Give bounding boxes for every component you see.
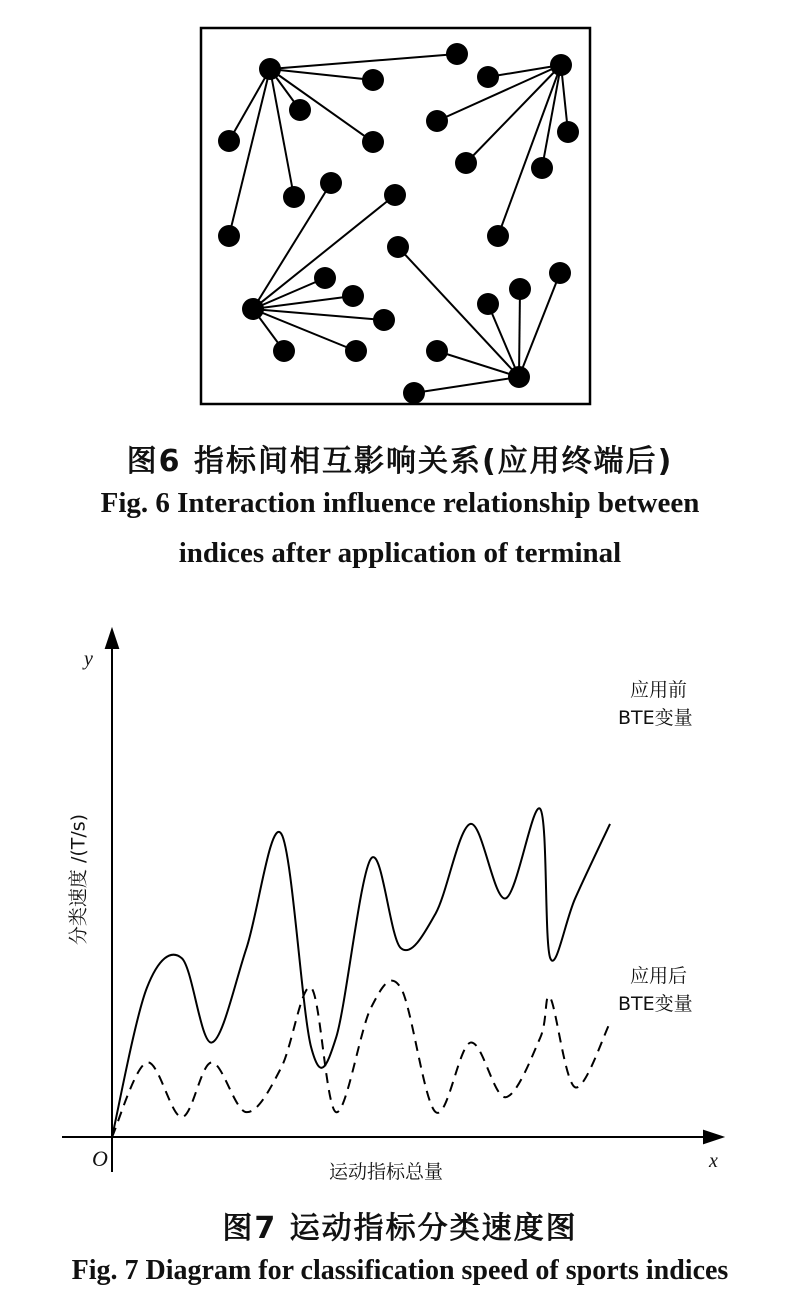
y-axis-letter: y (84, 648, 93, 670)
node (509, 278, 531, 300)
hub-node (550, 54, 572, 76)
node (477, 293, 499, 315)
node (218, 130, 240, 152)
node (549, 262, 571, 284)
series-after-label-line2: BTE变量 (618, 993, 693, 1015)
series-before-label-line2: BTE变量 (618, 707, 693, 729)
edge (270, 54, 457, 69)
node (314, 267, 336, 289)
hub-node (259, 58, 281, 80)
hub-node (242, 298, 264, 320)
edge (253, 309, 384, 320)
node (557, 121, 579, 143)
edge (270, 69, 294, 197)
node (426, 110, 448, 132)
node (446, 43, 468, 65)
node (487, 225, 509, 247)
node (426, 340, 448, 362)
x-axis-arrow (704, 1131, 722, 1143)
node (320, 172, 342, 194)
figure6-caption-cn: 图6 指标间相互影响关系(应用终端后) (126, 444, 674, 479)
edge (270, 69, 373, 142)
node (362, 131, 384, 153)
node (387, 236, 409, 258)
node (342, 285, 364, 307)
edge (488, 304, 519, 377)
edge (414, 377, 519, 393)
y-axis-arrow (106, 630, 118, 648)
network-diagram (201, 28, 590, 404)
origin-label: O (92, 1146, 108, 1171)
node (403, 382, 425, 404)
figure7-caption-cn: 图7 运动指标分类速度图 (222, 1211, 578, 1246)
chart-series (112, 808, 610, 1137)
nodes (218, 43, 579, 404)
y-axis-label: 分类速度 /(T/s) (67, 813, 90, 946)
series-after-label-line1: 应用后 (630, 965, 688, 987)
node (289, 99, 311, 121)
edge (498, 65, 561, 236)
x-axis-letter: x (709, 1150, 718, 1172)
edge (229, 69, 270, 141)
node (345, 340, 367, 362)
figure7-caption-en: Fig. 7 Diagram for classification speed of sports indices (71, 1255, 729, 1286)
x-axis-label: 运动指标总量 (329, 1161, 444, 1183)
node (218, 225, 240, 247)
edge (229, 69, 270, 236)
node (273, 340, 295, 362)
node (283, 186, 305, 208)
edge (270, 69, 373, 80)
node (373, 309, 395, 331)
figure6-caption-en-line2: indices after application of terminal (178, 537, 622, 569)
edge (519, 289, 520, 377)
series-line-after (112, 981, 610, 1137)
series-before-label-line1: 应用前 (630, 679, 688, 701)
figure6-caption-en-line1: Fig. 6 Interaction influence relationship between (100, 487, 700, 519)
series-line-before (112, 808, 610, 1137)
hub-node (508, 366, 530, 388)
node (384, 184, 406, 206)
node (362, 69, 384, 91)
node (455, 152, 477, 174)
node (477, 66, 499, 88)
node (531, 157, 553, 179)
edge (253, 195, 395, 309)
